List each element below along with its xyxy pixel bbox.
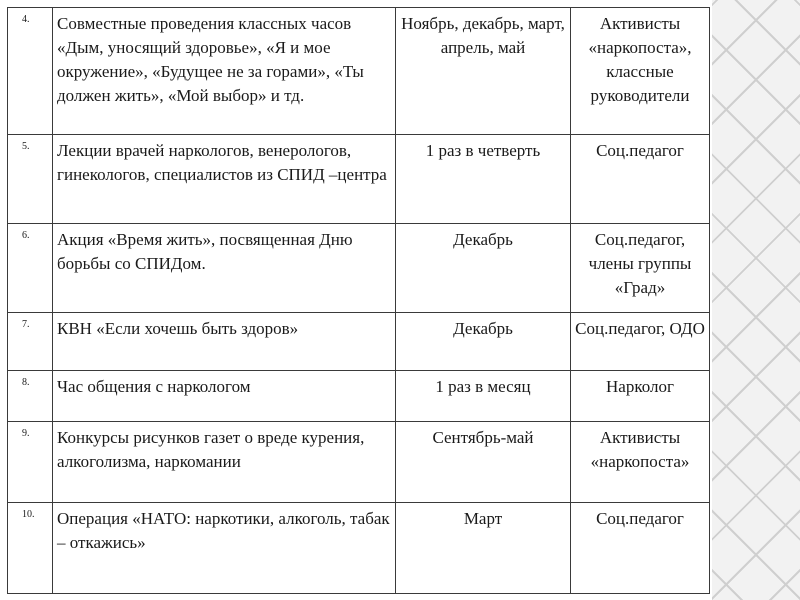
row-number: 5. xyxy=(8,135,53,224)
event-cell: Совместные проведения классных часов «Дым, уносящий здоровье», «Я и мое окружение», «Будущее не за горами», «Ты должен жить», «Мой выбор» и тд. xyxy=(53,8,396,135)
date-cell: 1 раз в четверть xyxy=(396,135,571,224)
row-number: 7. xyxy=(8,313,53,371)
row-number: 10. xyxy=(8,503,53,594)
event-table xyxy=(7,7,710,594)
table-row xyxy=(8,8,710,135)
event-cell: Лекции врачей наркологов, венерологов, гинекологов, специалистов из СПИД –центра xyxy=(53,135,396,224)
table-row xyxy=(8,313,710,371)
event-cell: Конкурсы рисунков газет о вреде курения, алкоголизма, наркомании xyxy=(53,422,396,503)
table-row xyxy=(8,224,710,313)
row-number: 8. xyxy=(8,371,53,422)
table-row xyxy=(8,135,710,224)
responsible-cell: Соц.педагог xyxy=(571,135,710,224)
responsible-cell: Соц.педагог xyxy=(571,503,710,594)
table-row xyxy=(8,371,710,422)
row-number: 9. xyxy=(8,422,53,503)
date-cell: Сентябрь-май xyxy=(396,422,571,503)
table-row xyxy=(8,503,710,594)
row-number: 4. xyxy=(8,8,53,135)
responsible-cell: Соц.педагог, ОДО xyxy=(571,313,710,371)
date-cell: 1 раз в месяц xyxy=(396,371,571,422)
responsible-cell: Соц.педагог, члены группы «Град» xyxy=(571,224,710,313)
decorative-pattern xyxy=(712,0,800,600)
date-cell: Ноябрь, декабрь, март, апрель, май xyxy=(396,8,571,135)
event-cell: Акция «Время жить», посвященная Дню борьбы со СПИДом. xyxy=(53,224,396,313)
date-cell: Декабрь xyxy=(396,313,571,371)
event-cell: Операция «НАТО: наркотики, алкоголь, табак – откажись» xyxy=(53,503,396,594)
table-row xyxy=(8,422,710,503)
event-cell: КВН «Если хочешь быть здоров» xyxy=(53,313,396,371)
row-number: 6. xyxy=(8,224,53,313)
date-cell: Декабрь xyxy=(396,224,571,313)
responsible-cell: Нарколог xyxy=(571,371,710,422)
event-cell: Час общения с наркологом xyxy=(53,371,396,422)
responsible-cell: Активисты «наркопоста» xyxy=(571,422,710,503)
responsible-cell: Активисты «наркопоста», классные руководители xyxy=(571,8,710,135)
date-cell: Март xyxy=(396,503,571,594)
